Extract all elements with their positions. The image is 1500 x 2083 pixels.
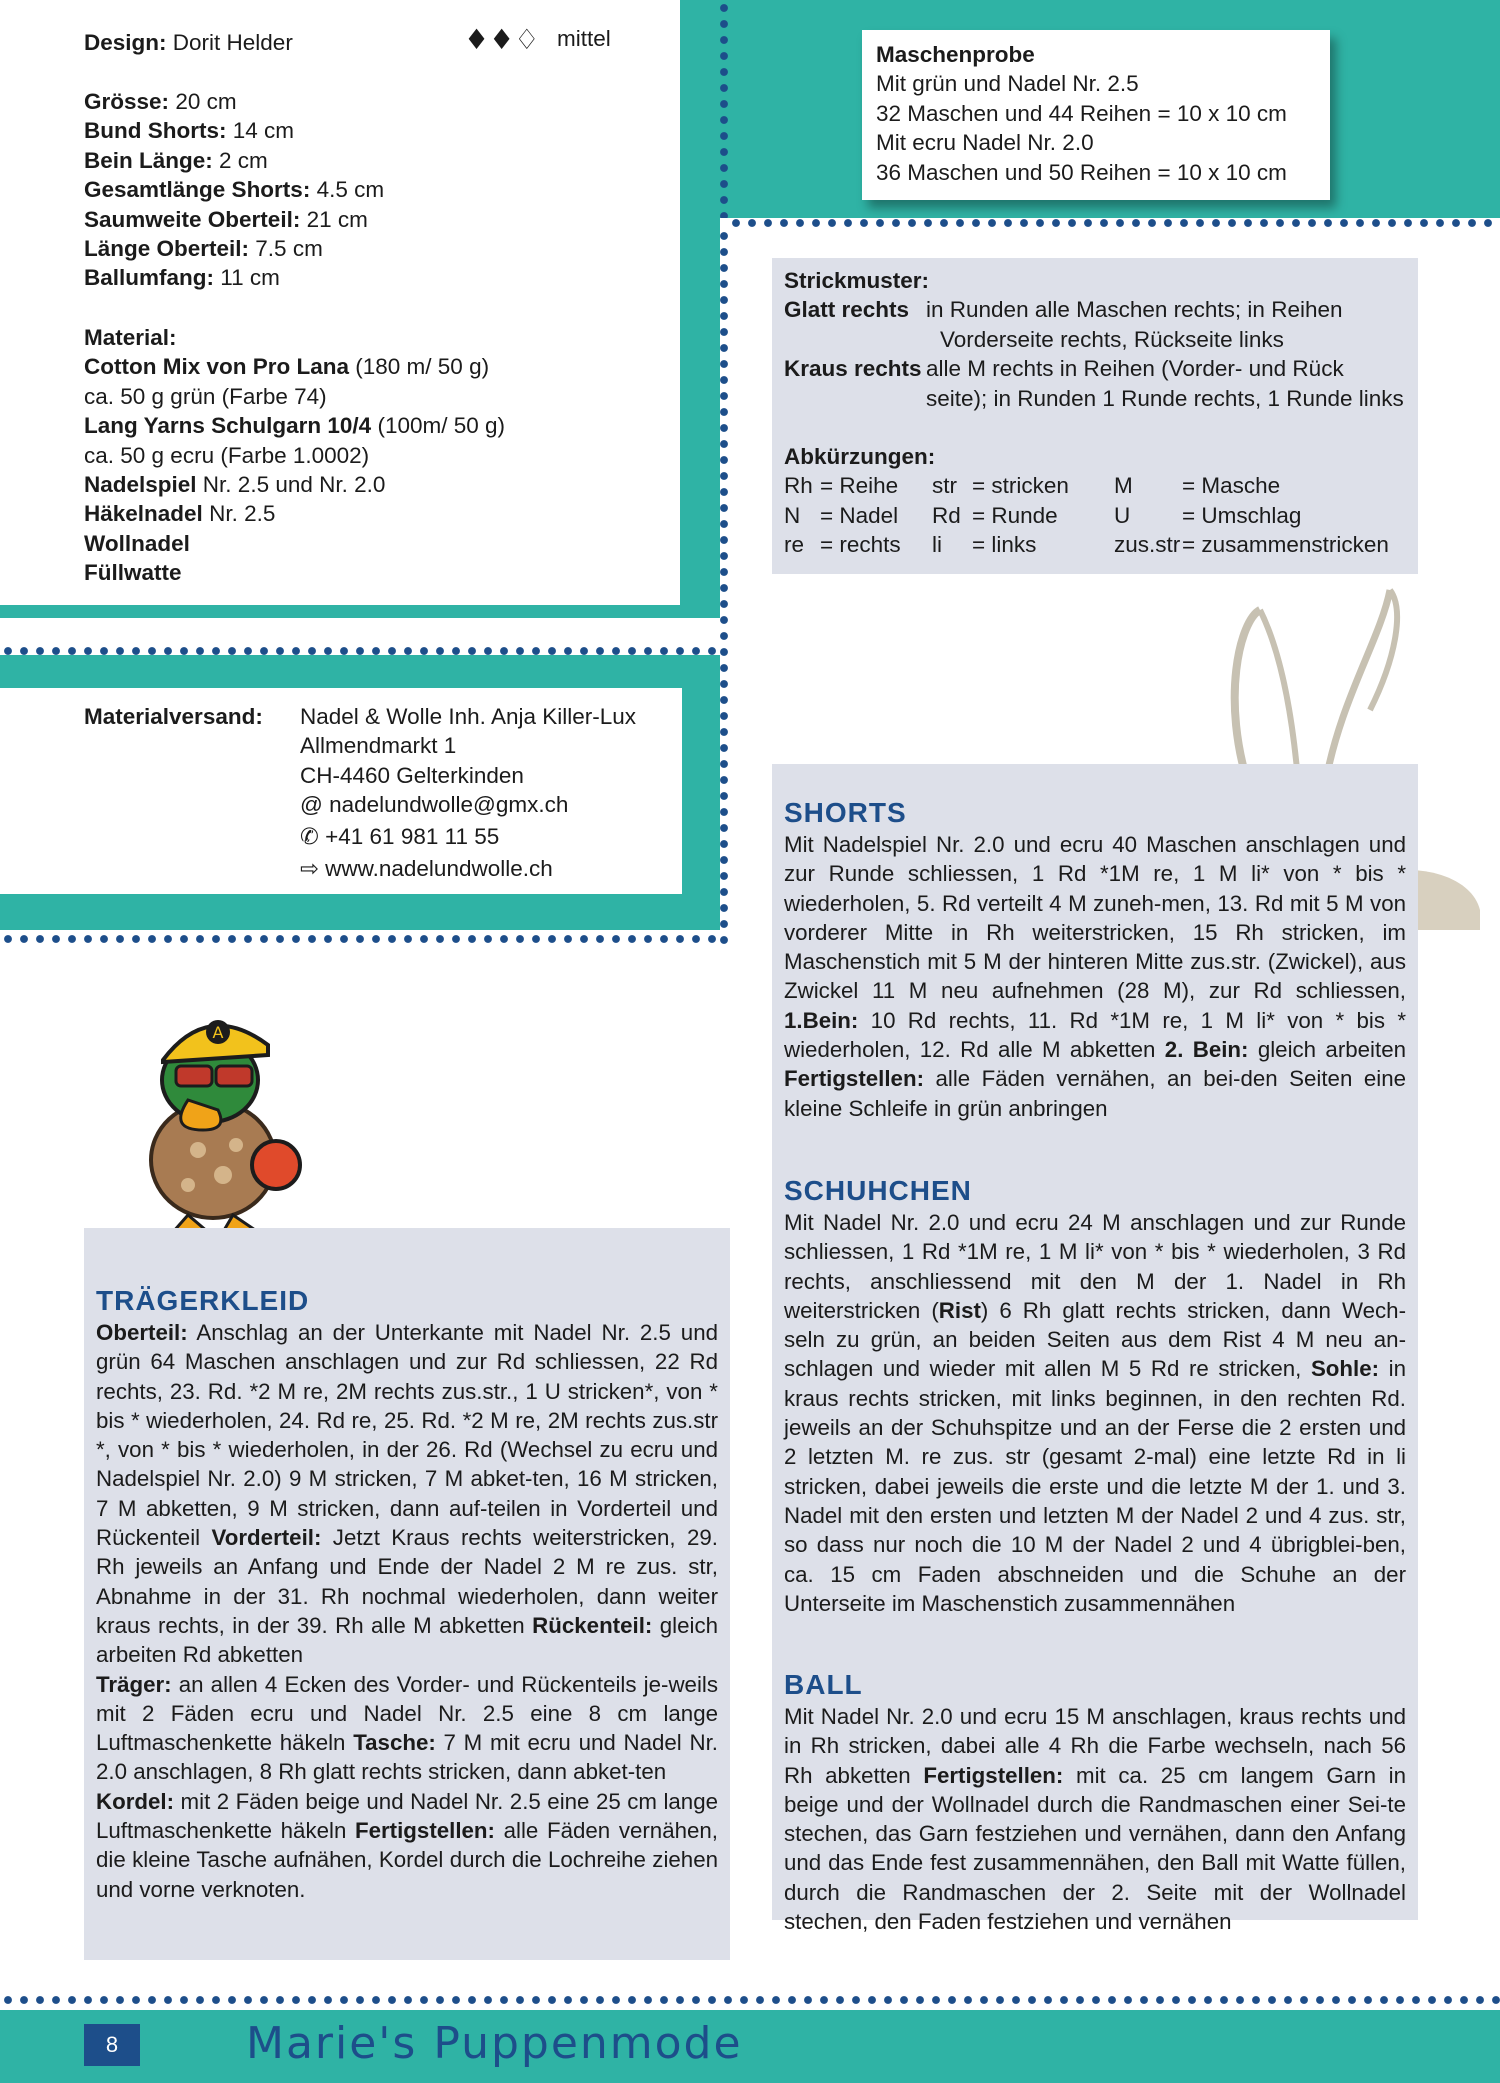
supplier-email-line (300, 790, 636, 819)
size-line: Saumweite Oberteil: 21 cm (84, 206, 368, 232)
dotted-divider-horizontal-top (728, 218, 1500, 228)
dotted-divider-footer (0, 1995, 1500, 2005)
dotted-divider-vertical-top (719, 0, 729, 218)
supplier-line: Allmendmarkt 1 (300, 733, 457, 759)
design-line (84, 28, 293, 57)
material-line: Füllwatte (84, 560, 182, 586)
specs-card (0, 0, 680, 605)
material-line: Häkelnadel Nr. 2.5 (84, 501, 276, 527)
pattern-row-cont: Vorderseite rechts, Rückseite links (940, 326, 1284, 352)
teal-band-footer (0, 2010, 1500, 2083)
material-list (84, 323, 505, 588)
svg-text:A: A (212, 1023, 224, 1042)
design-label: Design: (84, 30, 167, 55)
size-line: Bund Shorts: 14 cm (84, 118, 295, 144)
gauge-title: Maschenprobe (876, 42, 1035, 67)
email-icon: @ (300, 792, 323, 818)
difficulty-icon: ♦♦♢ (464, 23, 540, 56)
supplier-email[interactable]: nadelundwolle@gmx.ch (329, 792, 569, 818)
material-line: Wollnadel (84, 530, 190, 556)
supplier-card (0, 688, 682, 894)
patterns-title: Strickmuster: (784, 268, 930, 293)
traegerkleid-body: Oberteil: Anschlag an der Unterkante mit Nadel Nr. 2.5 und grün 64 Maschen anschlagen und zur Rd schliessen, 22 Rd rechts, 23. Rd. *2 M re, 2M rechts zus.str., 1 U stricken*, von * bis * wiederholen, 24. Rd re, 25. Rd. *2 M re, 2M rechts zus.str *, von * bis * wiederholen, in der 26. Rd (Wechsel zu ecru und Nadelspiel Nr. 2.0) 9 M stricken, 7 M abket-ten, 16 M stricken, 7 M abketten, 9 M stricken, dann auf-teilen in Vorderteil und Rückenteil Vorderteil: Jetzt Kraus rechts weiterstricken, 29. Rh jeweils an Anfang und Ende der Nadel 2 M re zus. str, Abnahme in der 31. Rh nochmal wiederholen, dann weiter kraus rechts, in der 39. Rh alle M abketten Rückenteil: gleich arbeiten Rd abketten Träger: an allen 4 Ecken des Vorder- und Rückenteils je-weils mit 2 Fäden ecru und Nadel Nr. 2.5 eine 8 cm lange Luftmaschenkette häkeln Tasche: 7 M mit ecru und Nadel Nr. 2.0 anschlagen, 8 Rh glatt rechts stricken, dann abket-ten Kordel: mit 2 Fäden beige und Nadel Nr. 2.5 eine 25 cm lange Luftmaschenkette häkeln Fertigstellen: alle Fäden vernähen, die kleine Tasche aufnähen, Kordel durch die Lochreihe ziehen und vorne verknoten. (96, 1320, 719, 1902)
size-line: Bein Länge: 2 cm (84, 147, 268, 173)
ball-title: BALL (784, 1669, 863, 1700)
size-line: Gesamtlänge Shorts: 4.5 cm (84, 177, 385, 203)
duck-patch (118, 1000, 318, 1240)
supplier-website[interactable]: www.nadelundwolle.ch (325, 856, 553, 882)
shorts-section (784, 796, 1406, 1123)
supplier-phone-line (300, 822, 636, 852)
supplier-line: Nadel & Wolle Inh. Anja Killer-Lux (300, 704, 637, 729)
ball-body: Mit Nadel Nr. 2.0 und ecru 15 M anschlagen, kraus rechts und in Rh stricken, dabei alle 4 Rh die Farbe wechseln, nach 56 Rh abketten Fertigstellen: mit ca. 25 cm langem Garn in beige und der Wollnadel durch die Randmaschen einer Sei-te stechen, das Garn festziehen und vernähen, dann den Anfang und das Ende fest zusammennähen, den Ball mit Watte füllen, durch die Randmaschen der 2. Seite mit der Wollnadel stechen, den Faden festziehen und vernähen (784, 1704, 1406, 1935)
pattern-row: Glatt rechts in Runden alle Maschen rechts; in Reihen (784, 297, 1343, 323)
gauge-line: Mit grün und Nadel Nr. 2.5 (876, 71, 1139, 97)
schuhchen-body: Mit Nadel Nr. 2.0 und ecru 24 M anschlagen und zur Runde schliessen, 1 Rd *1M re, 1 M li* von * bis * wiederholen, 3 Rd rechts, anschliessend mit den M der 1. Nadel in Rh weiterstricken (Rist) 6 Rh glatt rechts stricken, dann Wech-seln zu grün, an beiden Seiten aus dem Rist 4 M neu an-schlagen und wieder mit allen M 5 Rd re stricken, Sohle: in kraus rechts stricken, mit links beginnen, in den rechten Rd. jeweils an der Schuhspitze und an der Ferse die 2 ersten und 2 letzten M. re zus. str (gesamt 2-mal) eine letzte Rd in li stricken, dabei jeweils die erste und die letzte M der 1. und 3. Nadel mit den ersten und letzten M der Nadel 2 und 4 zus. str, so dass nur noch die 10 M der Nadel 2 und 4 übrigblei-ben, ca. 15 cm Faden abschneiden und die Schuhe an der Unterseite im Maschenstich zusammennähen (784, 1210, 1406, 1616)
abbreviations-section (784, 442, 1414, 560)
sizes-list (84, 87, 384, 293)
gauge-line: Mit ecru Nadel Nr. 2.0 (876, 130, 1094, 156)
supplier-label: Materialversand: (84, 704, 263, 729)
abbreviations-title: Abkürzungen: (784, 444, 936, 469)
pattern-row-cont: seite); in Runden 1 Runde rechts, 1 Runde links (926, 385, 1404, 411)
supplier-phone: +41 61 981 11 55 (325, 823, 500, 849)
traegerkleid-section (96, 1284, 718, 1904)
patterns-box (772, 258, 1418, 574)
size-line: Länge Oberteil: 7.5 cm (84, 236, 323, 262)
material-line: ca. 50 g grün (Farbe 74) (84, 383, 327, 409)
pattern-row: Kraus rechts alle M rechts in Reihen (Vorder- und Rück (784, 356, 1344, 382)
duck-patch-image (118, 1000, 318, 1240)
gauge-line: 36 Maschen und 50 Reihen = 10 x 10 cm (876, 159, 1287, 185)
material-line: ca. 50 g ecru (Farbe 1.0002) (84, 442, 370, 468)
difficulty-text: mittel (557, 26, 611, 51)
arrow-right-icon: ⇨ (300, 856, 319, 883)
material-line: Cotton Mix von Pro Lana (180 m/ 50 g) (84, 354, 490, 380)
size-line: Grösse: 20 cm (84, 89, 237, 114)
material-title: Material: (84, 325, 177, 350)
gauge-card (862, 30, 1330, 200)
material-line: Lang Yarns Schulgarn 10/4 (100m/ 50 g) (84, 413, 506, 439)
ball-section (784, 1668, 1406, 1936)
phone-icon: ✆ (300, 823, 319, 850)
supplier-web-line (300, 854, 636, 884)
material-line: Nadelspiel Nr. 2.5 und Nr. 2.0 (84, 472, 386, 498)
shorts-body: Mit Nadelspiel Nr. 2.0 und ecru 40 Maschen anschlagen und zur Runde schliessen, 1 Rd *1M re, 1 M li* von * bis * wiederholen, 5. Rd verteilt 4 M zuneh-men, 13. Rd mit 5 M von vorderer Mitte in Rh weiterstricken, 15 Rh stricken, im Maschenstich mit 5 M der hinteren Mitte zus.str. (Zwickel), aus Zwickel 11 M neu aufnehmen (28 M), zur Rd schliessen, 1.Bein: 10 Rd rechts, 11. Rd *1M re, 1 M li* von * bis * wiederholen, 12. Rd alle M abketten 2. Bein: gleich arbeiten Fertigstellen: alle Fäden vernähen, an bei-den Seiten eine kleine Schleife in grün anbringen (784, 832, 1406, 1121)
difficulty-indicator (464, 24, 539, 56)
supplier-address (300, 702, 636, 884)
dotted-divider-vertical-mid (719, 228, 729, 948)
patterns-section (784, 266, 1414, 413)
page-number-box (84, 2024, 140, 2066)
abbreviation-row: N = Nadel Rd = Runde U = Umschlag (784, 502, 1302, 528)
supplier-line: CH-4460 Gelterkinden (300, 762, 524, 788)
schuhchen-title: SCHUHCHEN (784, 1175, 972, 1206)
shorts-title: SHORTS (784, 797, 907, 828)
gauge-text (876, 40, 1287, 187)
dotted-divider-horizontal-mid (0, 646, 718, 656)
size-line: Ballumfang: 11 cm (84, 265, 280, 291)
dotted-divider-horizontal-low (0, 934, 718, 944)
abbreviation-row: Rh = Reihe str = stricken M = Masche (784, 473, 1281, 499)
gauge-line: 32 Maschen und 44 Reihen = 10 x 10 cm (876, 100, 1287, 126)
page-number: 8 (105, 2032, 119, 2057)
footer-title: Marie's Puppenmode (246, 2018, 743, 2069)
design-value: Dorit Helder (172, 30, 293, 55)
abbreviation-row: re = rechts li = links zus.str = zusammenstricken (784, 532, 1389, 558)
schuhchen-section (784, 1174, 1406, 1618)
traegerkleid-title: TRÄGERKLEID (96, 1285, 310, 1316)
